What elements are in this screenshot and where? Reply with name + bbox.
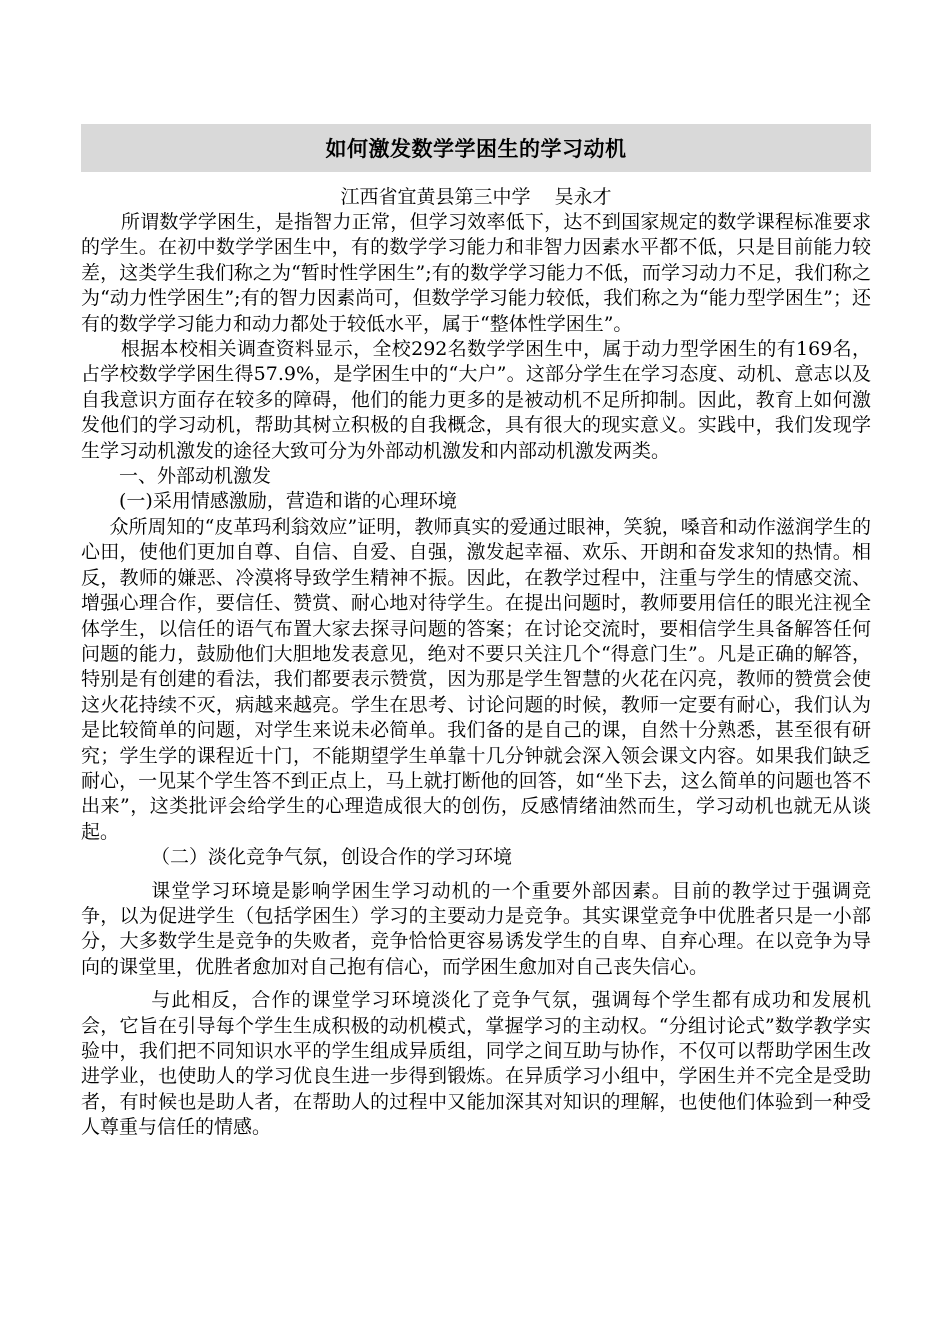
byline-author: 吴永才: [554, 186, 612, 208]
document-title: 如何激发数学学困生的学习动机: [325, 137, 627, 161]
article-body: [81, 210, 871, 1141]
heading-subsection-2: （二）淡化竞争气氛，创设合作的学习环境: [151, 846, 513, 869]
document-page: [81, 124, 871, 1141]
paragraph-intro: 所谓数学学困生，是指智力正常，但学习效率低下，达不到国家规定的数学课程标准要求的学生。在初中数学学困生中，有的数学学习能力和非智力因素水平都不低，只是目前能力较差，这类学生我们称之为“暂时性学困生”;有的数学学习能力不低，而学习动力不足，我们称之为“动力性学困生”;有的智力因素尚可，但数学学习能力较低，我们称之为“能力型学困生”；还有的数学学习能力和动力都处于较低水平，属于“整体性学困生”。: [81, 211, 871, 335]
paragraph-environment: 课堂学习环境是影响学困生学习动机的一个重要外部因素。目前的教学过于强调竞争，以为促进学生（包括学困生）学习的主要动力是竞争。其实课堂竞争中优胜者只是一小部分，大多数学生是竞争的失败者，竞争恰恰更容易诱发学生的自卑、自弃心理。在以竞争为导向的课堂里，优胜者愈加对自己抱有信心，而学困生愈加对自己丧失信心。: [81, 879, 871, 978]
byline-school: 江西省宜黄县第三中学: [340, 186, 531, 208]
paragraph-survey: 根据本校相关调查资料显示，全校292名数学学困生中，属于动力型学困生的有169名，占学校数学学困生得57.9%，是学困生中的“大户”。这部分学生在学习态度、动机、意志以及自我意识方面存在较多的障碍，他们的能力更多的是被动机不足所抑制。因此，教育上如何激发他们的学习动机，帮助其树立积极的自我概念，具有很大的现实意义。实践中，我们发现学生学习动机激发的途径大致可分为外部动机激发和内部动机激发两类。: [81, 338, 871, 462]
heading-section-1: 一、外部动机激发: [119, 465, 272, 488]
paragraph-cooperation: 与此相反，合作的课堂学习环境淡化了竞争气氛，强调每个学生都有成功和发展机会，它旨在引导每个学生生成积极的动机模式，掌握学习的主动权。“分组讨论式”数学教学实验中，我们把不同知识水平的学生组成异质组，同学之间互助与协作，不仅可以帮助学困生改进学业，也使助人的学习优良生进一步得到锻炼。在异质学习小组中，学困生并不完全是受助者，有时候也是助人者，在帮助人的过程中又能加深其对知识的理解，也使他们体验到一种受人尊重与信任的情感。: [81, 989, 871, 1139]
title-banner: [81, 124, 871, 172]
paragraph-emotion: 众所周知的“皮革玛利翁效应”证明，教师真实的爱通过眼神，笑貌，嗓音和动作滋润学生的心田，使他们更加自尊、自信、自爱、自强，激发起幸福、欢乐、开朗和奋发求知的热情。相反，教师的嫌恶、冷漠将导致学生精神不振。因此，在教学过程中，注重与学生的情感交流、增强心理合作，要信任、赞赏、耐心地对待学生。在提出问题时，教师要用信任的眼光注视全体学生，以信任的语气布置大家去探寻问题的答案；在讨论交流时，要相信学生具备解答任何问题的能力，鼓励他们大胆地发表意见，绝对不要只关注几个“得意门生”。凡是正确的解答，特别是有创建的看法，我们都要表示赞赏，因为那是学生智慧的火花在闪亮，教师的赞赏会使这火花持续不灭，病越来越亮。学生在思考、讨论问题的时候，教师一定要有耐心，我们认为是比较简单的问题，对学生来说未必简单。我们备的是自己的课，自然十分熟悉，甚至很有研究；学生学的课程近十门，不能期望学生单靠十几分钟就会深入领会课文内容。如果我们缺乏耐心，一见某个学生答不到正点上，马上就打断他的回答，如“坐下去，这么简单的问题也答不出来”，这类批评会给学生的心理造成很大的创伤，反感情绪油然而生，学习动机也就无从谈起。: [81, 515, 871, 843]
byline: [81, 185, 871, 210]
spacer: [81, 871, 871, 879]
spacer: [81, 980, 871, 988]
heading-subsection-1: (一)采用情感激励，营造和谐的心理环境: [119, 490, 457, 513]
